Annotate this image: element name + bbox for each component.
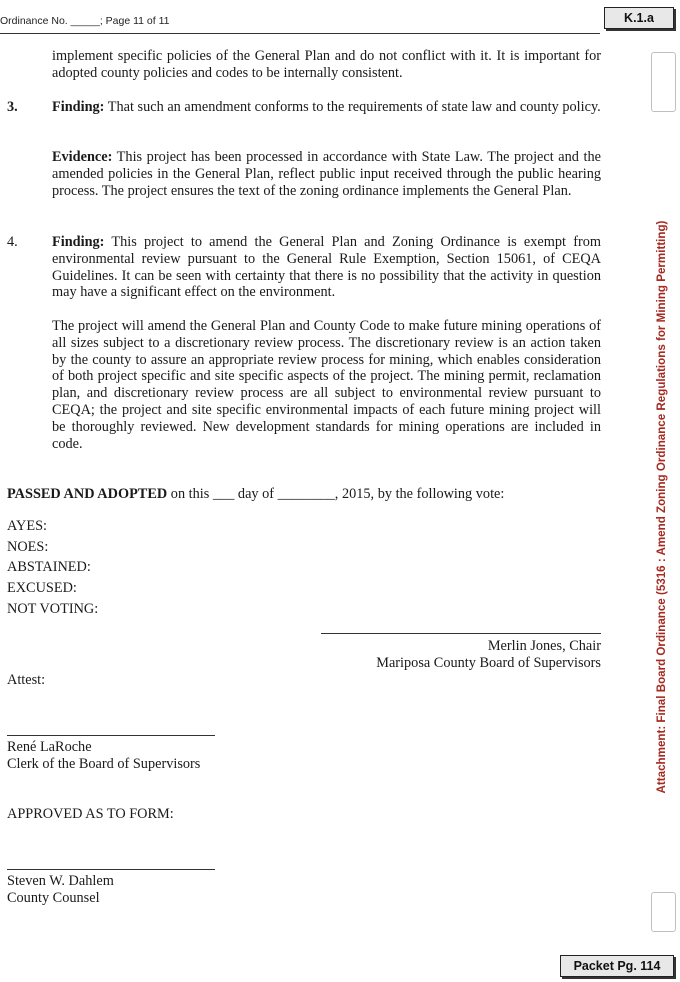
item-3-number: 3. <box>7 99 18 115</box>
passed-text: on this ___ day of ________, 2015, by the following vote: <box>167 486 505 502</box>
intro-paragraph: implement specific policies of the General Plan and do not conflict with it. It is important for adopted county policies and codes to be internally consistent. <box>52 48 601 81</box>
vote-abstained: ABSTAINED: <box>7 559 91 575</box>
counsel-signature-line <box>7 869 215 870</box>
counsel-name: Steven W. Dahlem <box>7 873 114 889</box>
evidence-label: Evidence: <box>52 149 113 165</box>
finding-text: This project to amend the General Plan and Zoning Ordinance is exempt from environmental review pursuant to the General Rule Exemption, Section 15061, of CEQA Guidelines. It can be seen with certainty that there is no possibility that the activity in question may have a significant effect on the environment. <box>52 234 601 301</box>
item-3-finding <box>52 99 601 116</box>
agenda-item-tag: K.1.a <box>604 7 674 29</box>
passed-adopted-line <box>7 486 504 503</box>
chair-name: Merlin Jones, Chair <box>487 638 601 654</box>
counsel-title: County Counsel <box>7 890 100 906</box>
page-header: Ordinance No. _____; Page 11 of 11 <box>0 15 170 27</box>
attachment-side-label: Attachment: Final Board Ordinance (5316 : Amend Zoning Ordinance Regulations for Mining Permitting) <box>655 220 668 794</box>
chair-signature-line <box>321 633 601 634</box>
side-frame-top <box>651 52 676 112</box>
evidence-text: This project has been processed in accordance with State Law. The project and the amended policies in the General Plan, reflect public input received through the public hearing process. The project ensures the text of the zoning ordinance implements the General Plan. <box>52 149 601 199</box>
vote-ayes: AYES: <box>7 518 47 534</box>
clerk-title: Clerk of the Board of Supervisors <box>7 756 201 772</box>
vote-noes: NOES: <box>7 539 49 555</box>
chair-org: Mariposa County Board of Supervisors <box>376 655 601 671</box>
finding-label: Finding: <box>52 99 105 115</box>
finding-text: That such an amendment conforms to the requirements of state law and county policy. <box>104 99 601 115</box>
side-frame-bottom <box>651 892 676 932</box>
finding-label: Finding: <box>52 234 105 250</box>
packet-page-tag: Packet Pg. 114 <box>560 955 674 977</box>
item-4-paragraph: The project will amend the General Plan and County Code to make future mining operations of all sizes subject to a discretionary review process. The discretionary review is an action taken by the county to assure an appropriate review process for mining, which enables consideration of both project specific and site specific aspects of the project. The mining permit, reclamation plan, and discretionary review process are all subject to environmental review pursuant to CEQA; the project and site specific environmental impacts of each future mining project will be thoroughly reviewed. New development standards for mining operations are included in code. <box>52 318 601 452</box>
clerk-signature-line <box>7 735 215 736</box>
approved-as-to-form: APPROVED AS TO FORM: <box>7 806 174 822</box>
vote-excused: EXCUSED: <box>7 580 77 596</box>
header-divider <box>0 33 600 34</box>
item-4-number: 4. <box>7 234 18 250</box>
item-3-evidence <box>52 149 601 199</box>
passed-label: PASSED AND ADOPTED <box>7 486 168 502</box>
attest-label: Attest: <box>7 672 46 688</box>
clerk-name: René LaRoche <box>7 739 92 755</box>
vote-not-voting: NOT VOTING: <box>7 601 99 617</box>
item-4-finding <box>52 234 601 301</box>
